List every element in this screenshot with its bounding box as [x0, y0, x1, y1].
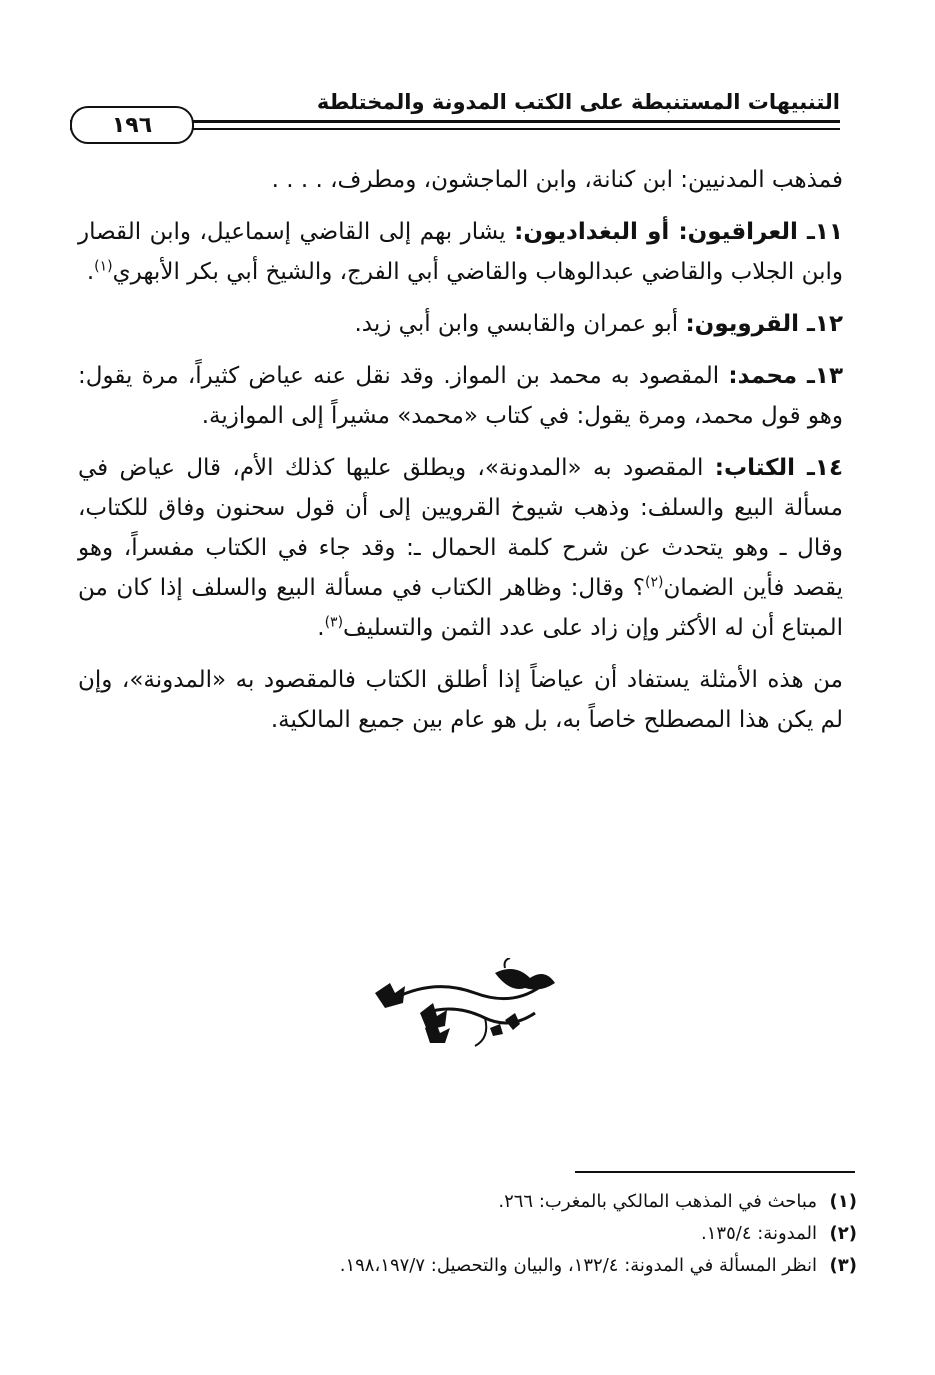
footnote-ref: (٢)	[644, 574, 664, 591]
page-header	[70, 78, 840, 138]
paragraph-term: ١٤ـ الكتاب:	[714, 455, 843, 481]
footnote-number: (٣)	[829, 1255, 857, 1276]
footnote-item	[157, 1218, 857, 1250]
footnote-text: انظر المسألة في المدونة: ١٣٢/٤، والبيان والتحصيل: ١٩٨،١٩٧/٧.	[339, 1255, 817, 1276]
paragraph-text-end: .	[86, 259, 95, 285]
footnote-item	[157, 1250, 857, 1282]
footnotes	[157, 1186, 857, 1282]
paragraph-text: من هذه الأمثلة يستفاد أن عياضاً إذا أطلق الكتاب فالمقصود به «المدونة»، وإن لم يكن هذا المصطلح خاصاً به، بل هو عام بين جميع المالكية.	[78, 667, 843, 733]
page-number: ١٩٦	[70, 106, 194, 144]
footnote-text: المدونة: ١٣٥/٤.	[701, 1223, 817, 1244]
paragraph-term: ١١ـ العراقيون: أو البغداديون:	[514, 219, 843, 245]
footnote-ref: (٣)	[324, 614, 344, 631]
floral-tulip-ornament-icon	[365, 958, 565, 1058]
paragraph-text: يشار بهم إلى القاضي إسماعيل، وابن القصار وابن الجلاب والقاضي عبدالوهاب والقاضي أبي الفرج، والشيخ أبي بكر الأبهري	[78, 219, 843, 285]
main-text	[78, 160, 843, 752]
footnote-text: مباحث في المذهب المالكي بالمغرب: ٢٦٦.	[498, 1191, 817, 1212]
paragraph-conclusion	[78, 660, 843, 740]
footnote-item	[157, 1186, 857, 1218]
footnote-ref: (١)	[94, 258, 113, 275]
paragraph-term: ١٢ـ القرويون:	[685, 311, 843, 337]
footnote-number: (١)	[829, 1191, 857, 1212]
paragraph-kitab	[78, 448, 843, 648]
paragraph-text: فمذهب المدنيين: ابن كنانة، وابن الماجشون، ومطرف، . . . .	[271, 167, 843, 193]
paragraph-qarawiyyun	[78, 304, 843, 344]
paragraph-text: المقصود به محمد بن المواز. وقد نقل عنه عياض كثيراً، مرة يقول: وهو قول محمد، ومرة يقول: في كتاب «محمد» مشيراً إلى الموازية.	[78, 363, 843, 429]
paragraph-text: المقصود به «المدونة»، ويطلق عليها كذلك الأم، قال عياض في مسألة البيع والسلف: وذهب شيوخ القرويين إلى أن قول سحنون وفاق للكتاب، وقال ـ وهو يتحدث عن شرح كلمة الحمال ـ: وقد جاء في الكتاب مفسراً، وهو يقصد فأين الضمان	[78, 455, 843, 601]
paragraph-text-end: .	[317, 615, 325, 641]
paragraph-muhammad	[78, 356, 843, 436]
paragraph-madaniyyin	[78, 160, 843, 200]
paragraph-text: أبو عمران والقابسي وابن أبي زيد.	[354, 311, 686, 337]
paragraph-text-cont: ؟ وقال: وظاهر الكتاب في مسألة البيع والسلف إذا كان من المبتاع أن له الأكثر وإن زاد على عدد الثمن والتسليف	[78, 575, 843, 641]
paragraph-term: ١٣ـ محمد:	[728, 363, 843, 389]
running-title: التنبيهات المستنبطة على الكتب المدونة والمختلطة	[316, 90, 840, 114]
paragraph-iraqiyyun	[78, 212, 843, 292]
footnote-separator	[575, 1171, 855, 1173]
footnote-number: (٢)	[829, 1223, 857, 1244]
